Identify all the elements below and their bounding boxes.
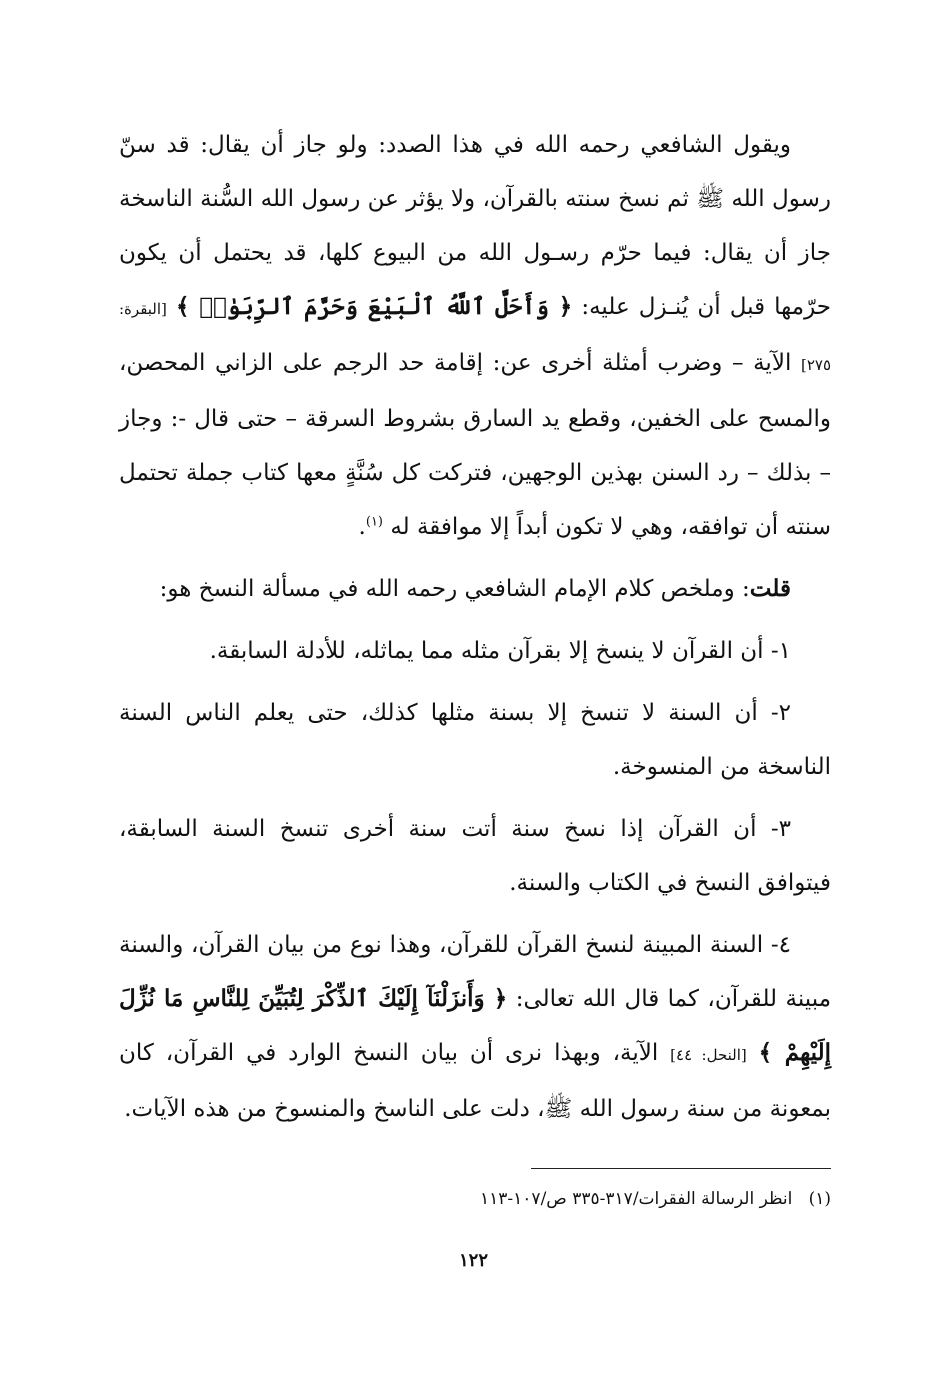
list-item-1 (119, 624, 831, 678)
paragraph-summary-intro (119, 562, 831, 616)
list-item-3 (119, 802, 831, 910)
footnote (119, 1185, 831, 1213)
paragraph-text: . (358, 514, 366, 540)
paragraph-text: ٣- أن القرآن إذا نسخ سنة أتت سنة أخرى تنسخ السنة السابقة، فيتوافق النسخ في الكتاب والسنة. (119, 816, 831, 896)
main-text (119, 118, 831, 1136)
verse-reference: [البقرة: ٢٧٥] (119, 300, 831, 374)
paragraph-text: الآية – وضرب أمثلة أخرى عن: إقامة حد الرجم على الزاني المحصن، والمسح على الخفين، وقطع يد السارق بشروط السرقة – حتى قال -: وجاز – بذلك – رد السنن بهذين الوجهين، فتركت كل سُنَّةٍ معها كتاب جملة تحتمل سنته أن توافقه، وهي لا تكون أبداً إلا موافقة له (119, 350, 831, 540)
lead-word: قلت (749, 575, 791, 602)
footnote-text: انظر الرسالة الفقرات/٣١٧-٣٣٥ ص/١٠٧-١١٣ (480, 1189, 793, 1209)
footnote-separator (531, 1168, 831, 1169)
list-item-2 (119, 686, 831, 794)
paragraph-text: ١- أن القرآن لا ينسخ إلا بقرآن مثله مما يماثله، للأدلة السابقة. (209, 638, 791, 664)
paragraph-text: ٤- السنة المبينة لنسخ القرآن للقرآن، وهذا نوع من بيان القرآن، والسنة مبينة للقرآن، كما قال الله تعالى: (119, 932, 832, 1012)
quran-verse: ﴿ وَأَحَلَّ ٱللَّهُ ٱلْبَيْعَ وَحَرَّمَ ٱلرِّبَوٰا۟ ﴾ (176, 293, 573, 320)
list-item-4 (119, 918, 831, 1136)
paragraph-text: : وملخص كلام الإمام الشافعي رحمه الله في مسألة النسخ هو: (159, 576, 750, 602)
page-number: ١٢٢ (458, 1250, 488, 1271)
paragraph-shafii-quote (119, 118, 831, 554)
quran-verse: ﴿ وَأَنزَلْنَآ إِلَيْكَ ٱلذِّكْرَ لِتُبَيِّنَ لِلنَّاسِ مَا نُزِّلَ إِلَيْهِمْ ﴾ (119, 985, 832, 1066)
paragraph-text: ٢- أن السنة لا تنسخ إلا بسنة مثلها كذلك، حتى يعلم الناس السنة الناسخة من المنسوخة. (119, 700, 831, 780)
footnote-number: (١) (808, 1189, 831, 1209)
footnote-marker: (١) (365, 514, 383, 530)
verse-reference: [النحل: ٤٤] (670, 1046, 747, 1064)
paragraph-text: ويقول الشافعي رحمه الله في هذا الصدد: ولو جاز أن يقال: قد سنّ رسول الله ﷺ ثم نسخ سنته بالقرآن، ولا يؤثر عن رسول الله السُّنة الناسخة جاز أن يقال: فيما حرّم رسـول الله من البيوع كلها، قد يحتمل أن يكون حرّمها قبل أن يُنـزل عليه: (119, 132, 832, 320)
paragraph-text: الآية، وبهذا نرى أن بيان النسخ الوارد في القرآن، كان بمعونة من سنة رسول الله ﷺ، دلت على الناسخ والمنسوخ من هذه الآيات. (119, 1040, 831, 1122)
